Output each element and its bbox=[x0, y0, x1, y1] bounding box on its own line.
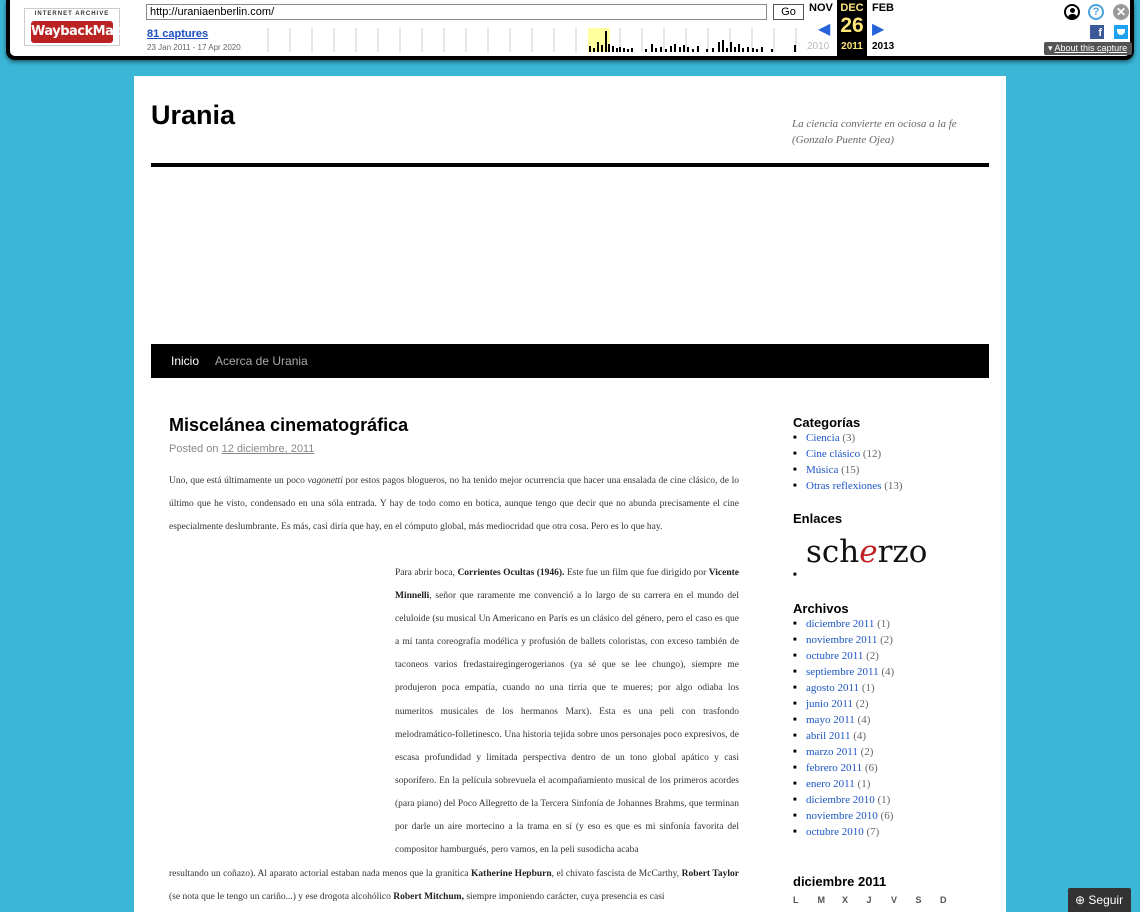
category-count: (3) bbox=[842, 432, 856, 444]
archivos-list bbox=[793, 616, 894, 840]
archive-count: (4) bbox=[881, 666, 895, 678]
category-count: (15) bbox=[841, 464, 860, 476]
site-tagline: La ciencia convierte en ociosa a la fe (Gonzalo Puente Ojea) bbox=[792, 118, 957, 146]
help-icon[interactable]: ? bbox=[1088, 4, 1104, 20]
list-item bbox=[793, 446, 903, 462]
user-icon[interactable] bbox=[1064, 4, 1080, 20]
archive-count: (6) bbox=[880, 810, 894, 822]
post-title[interactable]: Miscelánea cinematográfica bbox=[169, 415, 409, 435]
next-capture-arrow-icon[interactable]: ▶ bbox=[872, 21, 885, 38]
archive-link[interactable]: marzo 2011 bbox=[806, 746, 858, 758]
archive-link[interactable]: abril 2011 bbox=[806, 730, 851, 742]
archive-link[interactable]: octubre 2010 bbox=[806, 826, 864, 838]
archive-count: (1) bbox=[877, 794, 891, 806]
archive-count: (2) bbox=[866, 650, 879, 662]
archive-link[interactable]: septiembre 2011 bbox=[806, 666, 879, 678]
post-paragraph-intro: Uno, que está últimamente un poco vagonetti por estos pagos blogueros, no ha tenido mejor ocurrencia que hacer una ensalada de cine clásico, de lo último que he visto, condensado en una sóla entrada. Y hay de todo como en botica, aunque tengo que decir que no abunda precisamente el cine especialmente deslumbrante. Es más, casi diría que hay, en el cómputo global, más mediocridad que otra cosa. Pero es lo que hay. bbox=[169, 476, 739, 533]
next-year-label[interactable]: 2013 bbox=[872, 41, 895, 52]
about-capture-label: About this capture bbox=[1054, 43, 1128, 53]
archive-count: (4) bbox=[857, 714, 871, 726]
twitter-icon[interactable] bbox=[1114, 25, 1128, 39]
calendar-day-label: X bbox=[842, 895, 849, 905]
archive-link[interactable]: octubre 2011 bbox=[806, 650, 864, 662]
calendar-day-label: M bbox=[817, 895, 825, 905]
calendar-title: diciembre 2011 bbox=[793, 874, 887, 889]
archive-count: (1) bbox=[861, 682, 875, 694]
category-link[interactable]: Música bbox=[806, 464, 839, 476]
list-item bbox=[793, 648, 894, 664]
widget-title-archivos: Archivos bbox=[793, 601, 849, 616]
archive-count: (6) bbox=[864, 762, 878, 774]
archive-link[interactable]: enero 2011 bbox=[806, 778, 855, 790]
main-nav bbox=[151, 344, 989, 378]
calendar-day-label: S bbox=[915, 895, 922, 905]
calendar-day-label: D bbox=[940, 895, 947, 905]
post-paragraph-continued: resultando un coñazo). Al aparato actorial estaban nada menos que la granítica Katherine Hepburn, el chivato fascista de McCarthy, Robert Taylor (se nota que le tengo un cariño...) y ese drogota alcohólico Robert Mitchum, siempre imponiendo carácter, cuya presencia es casi bbox=[169, 869, 739, 903]
plus-icon: ⊕ bbox=[1075, 893, 1086, 907]
current-month: DEC bbox=[840, 2, 864, 14]
category-link[interactable]: Cine clásico bbox=[806, 448, 861, 460]
next-month-label[interactable]: FEB bbox=[872, 2, 894, 14]
list-item bbox=[793, 728, 894, 744]
category-link[interactable]: Ciencia bbox=[806, 432, 840, 444]
go-button[interactable]: Go bbox=[773, 4, 804, 20]
post-date-link[interactable]: 12 diciembre, 2011 bbox=[221, 443, 315, 455]
prev-month-label[interactable]: NOV bbox=[809, 2, 833, 14]
list-item bbox=[793, 712, 894, 728]
wayback-logo-top: INTERNET ARCHIVE bbox=[34, 11, 110, 17]
archive-count: (2) bbox=[860, 746, 874, 758]
list-item bbox=[793, 430, 903, 446]
header-divider bbox=[151, 163, 989, 167]
prev-capture-arrow-icon[interactable]: ◀ bbox=[818, 21, 831, 38]
facebook-icon[interactable]: f bbox=[1090, 25, 1104, 39]
archive-link[interactable]: febrero 2011 bbox=[806, 762, 863, 774]
archive-link[interactable]: junio 2011 bbox=[806, 698, 853, 710]
list-bullet: ■ bbox=[793, 572, 797, 578]
wayback-toolbar bbox=[6, 0, 1134, 60]
captures-link[interactable]: 81 captures bbox=[147, 28, 209, 40]
list-item bbox=[793, 680, 894, 696]
list-item bbox=[793, 664, 894, 680]
archive-link[interactable]: diciembre 2010 bbox=[806, 794, 875, 806]
scherzo-logo-link[interactable]: scherzo bbox=[806, 534, 928, 570]
list-item bbox=[793, 478, 903, 494]
list-item bbox=[793, 462, 903, 478]
current-day: 26 bbox=[840, 14, 864, 37]
archive-link[interactable]: mayo 2011 bbox=[806, 714, 855, 726]
archive-link[interactable]: diciembre 2011 bbox=[806, 618, 875, 630]
archive-link[interactable]: agosto 2011 bbox=[806, 682, 860, 694]
site-title[interactable]: Urania bbox=[151, 100, 236, 130]
calendar-day-label: V bbox=[891, 895, 898, 905]
list-item bbox=[793, 824, 894, 840]
list-item bbox=[793, 616, 894, 632]
archive-count: (2) bbox=[855, 698, 869, 710]
posted-on-label: Posted on bbox=[169, 443, 219, 455]
prev-year-label[interactable]: 2010 bbox=[807, 41, 830, 52]
list-item bbox=[793, 760, 894, 776]
category-count: (12) bbox=[862, 448, 882, 460]
close-icon[interactable]: ✕ bbox=[1113, 4, 1129, 20]
capture-sparkline[interactable] bbox=[246, 28, 804, 52]
category-count: (13) bbox=[884, 480, 903, 492]
list-item bbox=[793, 632, 894, 648]
current-capture-date bbox=[837, 0, 867, 56]
page-container bbox=[134, 76, 1006, 912]
follow-button[interactable] bbox=[1068, 888, 1131, 912]
calendar-day-label: L bbox=[793, 895, 799, 905]
list-item bbox=[793, 696, 894, 712]
wayback-url-input[interactable] bbox=[146, 4, 767, 20]
categorias-list bbox=[793, 430, 903, 494]
calendar-day-label: J bbox=[866, 895, 872, 905]
list-item bbox=[793, 744, 894, 760]
wayback-logo-bottom: WaybackMachine bbox=[31, 21, 113, 43]
widget-title-categorias: Categorías bbox=[793, 415, 861, 430]
post-meta bbox=[169, 443, 314, 455]
follow-label: Seguir bbox=[1088, 893, 1124, 907]
archive-count: (7) bbox=[866, 826, 880, 838]
archive-link[interactable]: noviembre 2010 bbox=[806, 810, 878, 822]
capture-date-range: 23 Jan 2011 - 17 Apr 2020 bbox=[147, 43, 241, 52]
current-year: 2011 bbox=[841, 41, 863, 52]
list-item bbox=[793, 792, 894, 808]
wayback-logo[interactable] bbox=[24, 8, 151, 46]
about-capture-button[interactable]: ▾ About this capture bbox=[1044, 42, 1132, 55]
list-item bbox=[793, 808, 894, 824]
archive-count: (1) bbox=[877, 618, 890, 630]
archive-count: (1) bbox=[857, 778, 871, 790]
archive-link[interactable]: noviembre 2011 bbox=[806, 634, 878, 646]
nav-item-acerca[interactable]: Acerca de Urania bbox=[215, 354, 308, 368]
post-paragraph-right: Para abrir boca, Corrientes Ocultas (1946). Este fue un film que fue dirigido por Vicente Minnelli, señor que raramente me convenció a lo largo de su carrera en el mundo del celuloide (su musical Un Americano en París es un clásico del género, pero el caso es que a mí tanta coreografía modélica y profusión de ballets coloristas, con exceso también de taconeos varios fredastairegingerogerianos (ya sé que se lee chungo), siempre me produjeron poca empatía, cuando no una tirria que te mueres; por algo odiaba los numeritos musicales de los hermanos Marx). Esta es una peli con trasfondo melodramático-folletinesco. Una historia tejida sobre unos personajes poco expresivos, de escasa profundidad y limitada perspectiva dentro de un tono global apático y casi soporífero. En la película sobrevuela el acompañamiento musical de los primeros acordes (para piano) del Poco Allegretto de la Tercera Sinfonía de Johannes Brahms, que terminan por darle un aire mortecino a la trama en sí (y eso es que es mi sinfonía favorita del compositor hamburgués, pero vamos, en la peli susodicha acaba bbox=[395, 568, 739, 856]
calendar-weekdays bbox=[793, 895, 965, 905]
widget-title-enlaces: Enlaces bbox=[793, 511, 843, 526]
category-link[interactable]: Otras reflexiones bbox=[806, 480, 882, 492]
archive-count: (4) bbox=[853, 730, 867, 742]
archive-count: (2) bbox=[880, 634, 893, 646]
nav-item-inicio[interactable]: Inicio bbox=[171, 354, 200, 368]
list-item bbox=[793, 776, 894, 792]
